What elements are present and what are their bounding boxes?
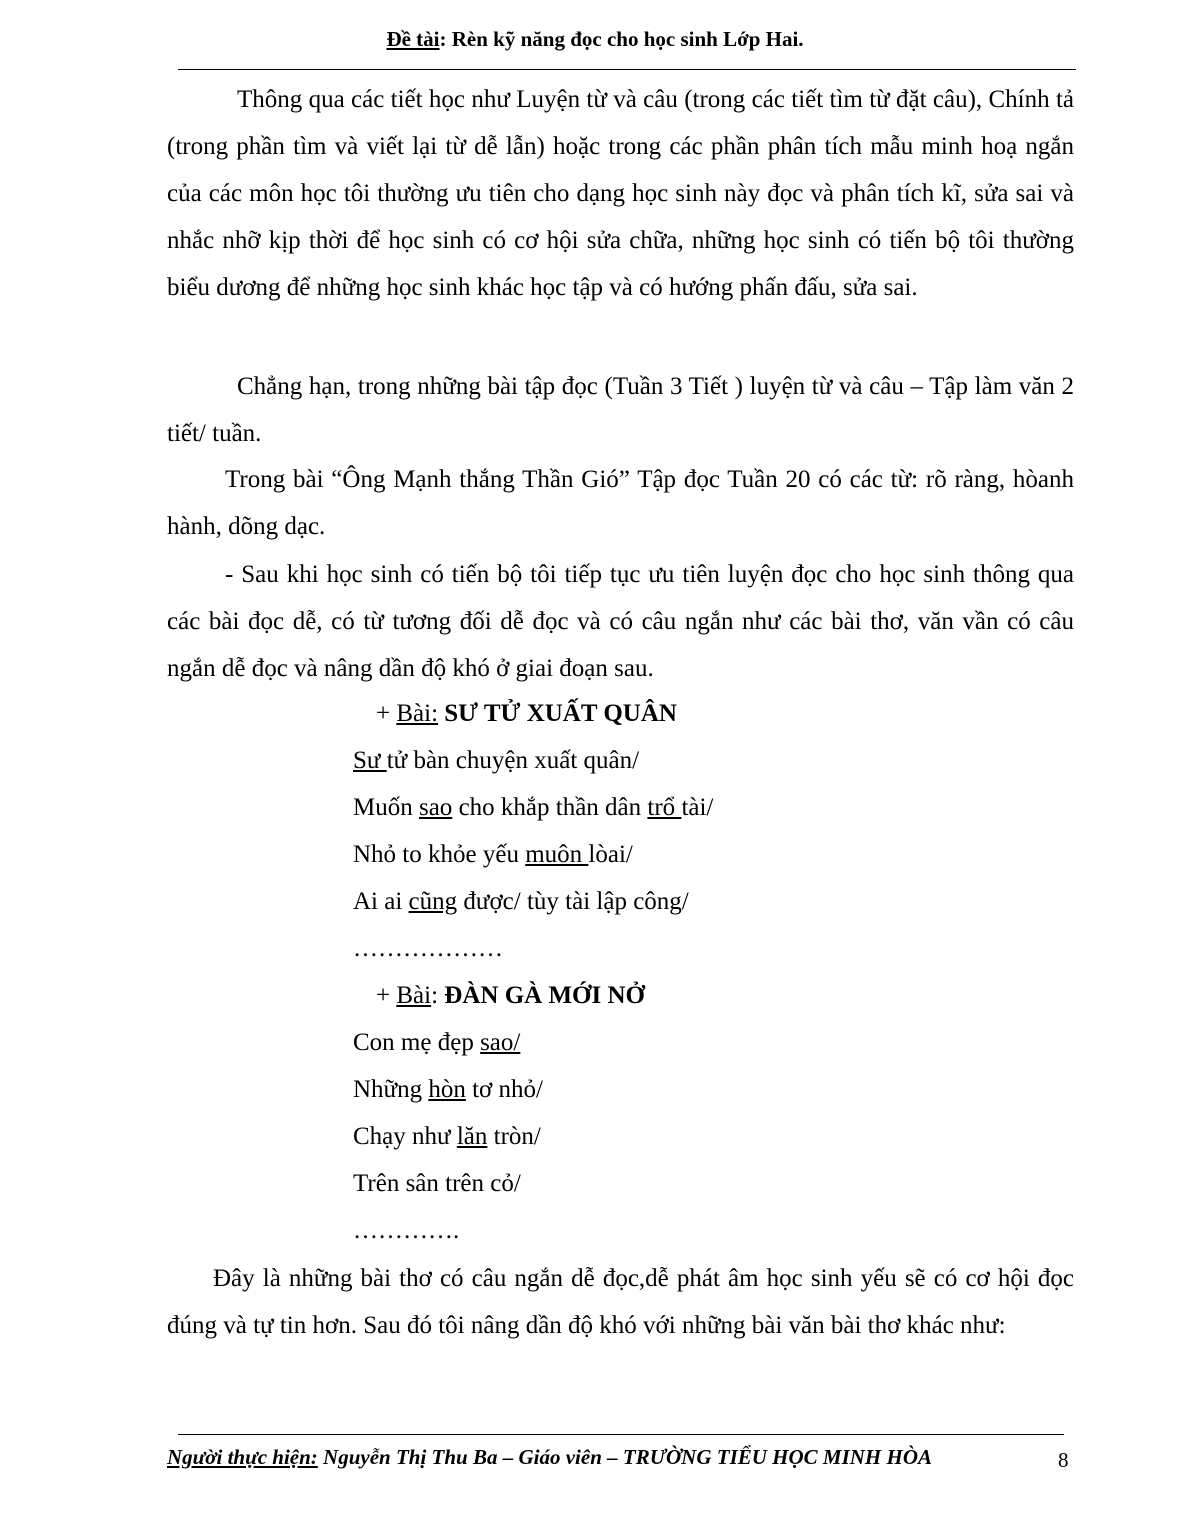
poem-2-line-1: Con mẹ đẹp sao/ bbox=[353, 1029, 521, 1056]
paragraph-5: Đây là những bài thơ có câu ngắn dễ đọc,dễ phát âm học sinh yếu sẽ có cơ hội đọc đúng và tự tin hơn. Sau đó tôi nâng dần độ khó với những bài văn bài thơ khác như: bbox=[167, 1265, 1074, 1339]
paragraph-4: - Sau khi học sinh có tiến bộ tôi tiếp tục ưu tiên luyện đọc cho học sinh thông qua các bài đọc dễ, có từ tương đối dễ đọc và có câu ngắn như các bài thơ, văn vần có câu ngắn dễ đọc và nâng dần độ khó ở giai đoạn sau. bbox=[167, 561, 1074, 682]
poem-2-ellipsis: …………. bbox=[353, 1217, 460, 1244]
poem-2-title: + Bài: ĐÀN GÀ MỚI NỞ bbox=[376, 982, 645, 1009]
poem-1-line-1: Sư tử bàn chuyện xuất quân/ bbox=[353, 747, 640, 774]
paragraph-1: Thông qua các tiết học như Luyện từ và câu (trong các tiết tìm từ đặt câu), Chính tả (trong phần tìm và viết lại từ dễ lẫn) hoặc trong các phần phân tích mẫu minh hoạ ngắn của các môn học tôi thường ưu tiên cho dạng học sinh này đọc và phân tích kĩ, sửa sai và nhắc nhỡ kịp thời để học sinh có cơ hội sửa chữa, những học sinh có tiến bộ tôi thường biểu dương để những học sinh khác học tập và có hướng phấn đấu, sửa sai. bbox=[167, 86, 1074, 301]
poem-2-line-2: Những hòn tơ nhỏ/ bbox=[353, 1076, 543, 1103]
poem-1-label: Bài: bbox=[396, 700, 439, 727]
header-divider bbox=[178, 69, 1076, 70]
page-footer bbox=[167, 1445, 932, 1470]
paragraph-2: Chẳng hạn, trong những bài tập đọc (Tuần 3 Tiết ) luyện từ và câu – Tập làm văn 2 tiết/ tuần. bbox=[167, 373, 1074, 447]
header-label: Đề tài bbox=[386, 27, 440, 51]
paragraph-3: Trong bài “Ông Mạnh thắng Thần Gió” Tập đọc Tuần 20 có các từ: rõ ràng, hòanh hành, dõng dạc. bbox=[167, 466, 1074, 540]
poem-2-line-3: Chạy như lăn tròn/ bbox=[353, 1123, 541, 1150]
footer-text: Nguyễn Thị Thu Ba – Giáo viên – TRƯỜNG TIỂU HỌC MINH HÒA bbox=[317, 1445, 933, 1469]
poem-1-line-4: Ai ai cũng được/ tùy tài lập công/ bbox=[353, 888, 689, 915]
footer-label: Người thực hiện: bbox=[167, 1445, 318, 1469]
poem-1-name: SƯ TỬ XUẤT QUÂN bbox=[444, 700, 677, 727]
poem-2-label: Bài bbox=[396, 982, 432, 1009]
header-title: : Rèn kỹ năng đọc cho học sinh Lớp Hai. bbox=[439, 27, 804, 51]
footer-divider bbox=[178, 1434, 1064, 1435]
poem-1-title: + Bài: SƯ TỬ XUẤT QUÂN bbox=[376, 700, 677, 727]
poem-2-name: ĐÀN GÀ MỚI NỞ bbox=[444, 982, 645, 1009]
poem-1-line-3: Nhỏ to khỏe yếu muôn lòai/ bbox=[353, 841, 633, 868]
poem-2-line-4: Trên sân trên cỏ/ bbox=[353, 1170, 521, 1197]
poem-1-line-2: Muốn sao cho khắp thần dân trổ tài/ bbox=[353, 794, 714, 821]
page-header bbox=[0, 27, 1190, 52]
poem-1-ellipsis: ……………… bbox=[353, 935, 503, 962]
page-number: 8 bbox=[1058, 1448, 1069, 1472]
